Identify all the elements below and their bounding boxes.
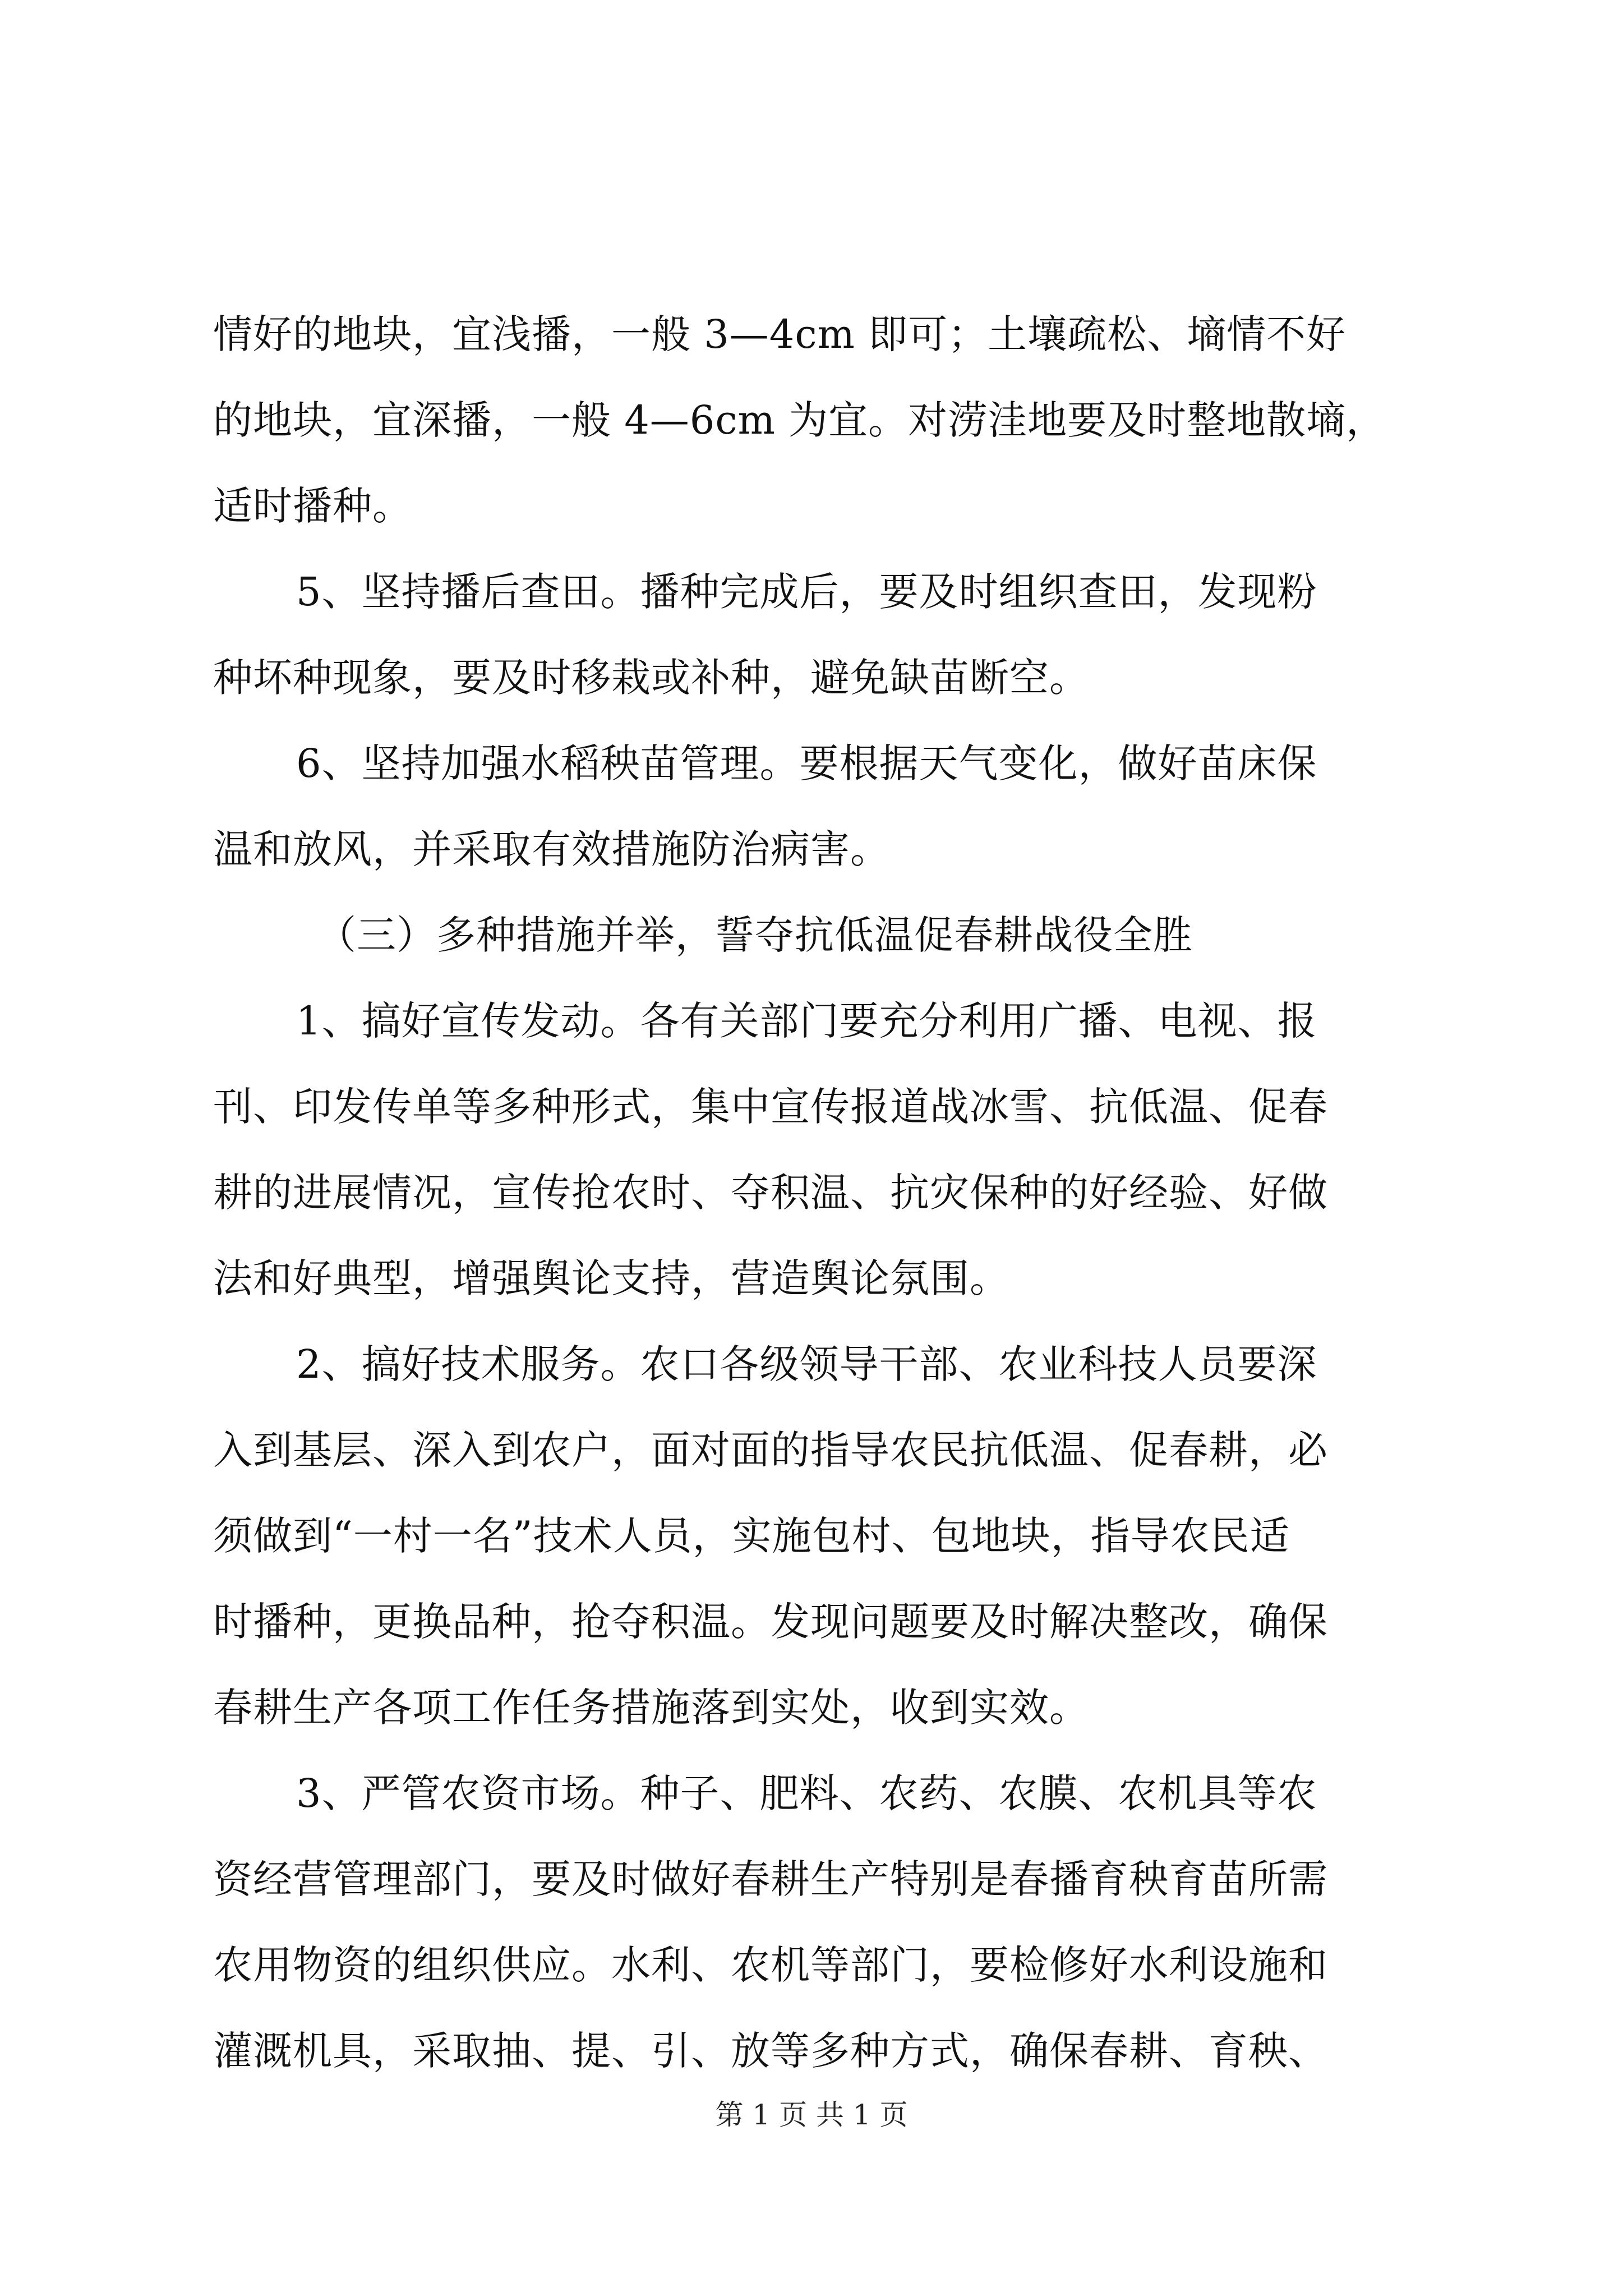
paragraph-start-line: 3、严管农资市场。种子、肥料、农药、农膜、农机具等农 — [296, 1770, 1317, 1816]
paragraph-start-line: 1、搞好宣传发动。各有关部门要充分利用广播、电视、报 — [296, 998, 1317, 1044]
text-line: 时播种，更换品种，抢夺积温。发现问题要及时解决整改，确保 — [213, 1599, 1328, 1645]
text-line: 的地块，宜深播，一般 4—6cm 为宜。对涝洼地要及时整地散墒， — [213, 397, 1386, 443]
text-line: 情好的地块，宜浅播，一般 3—4cm 即可；土壤疏松、墒情不好 — [213, 311, 1347, 357]
paragraph-start-line: 2、搞好技术服务。农口各级领导干部、农业科技人员要深 — [296, 1341, 1317, 1387]
paragraph-start-line: 6、坚持加强水稻秧苗管理。要根据天气变化，做好苗床保 — [296, 740, 1317, 786]
text-line: 适时播种。 — [213, 483, 412, 529]
text-line: 耕的进展情况，宣传抢农时、夺积温、抗灾保种的好经验、好做 — [213, 1170, 1328, 1216]
text-line: 须做到“一村一名”技术人员，实施包村、包地块，指导农民适 — [213, 1513, 1290, 1559]
text-line: 种坏种现象，要及时移栽或补种，避免缺苗断空。 — [213, 655, 1089, 701]
page-number-footer: 第 1 页 共 1 页 — [715, 2099, 908, 2131]
text-line: 灌溉机具，采取抽、提、引、放等多种方式，确保春耕、育秧、 — [213, 2028, 1328, 2074]
document-body — [213, 292, 1413, 2094]
text-line: 法和好典型，增强舆论支持，营造舆论氛围。 — [213, 1255, 1009, 1301]
text-line: 春耕生产各项工作任务措施落到实处，收到实效。 — [213, 1685, 1089, 1731]
text-line: 农用物资的组织供应。水利、农机等部门，要检修好水利设施和 — [213, 1942, 1328, 1988]
text-line: 温和放风，并采取有效措施防治病害。 — [213, 826, 890, 872]
section-heading: （三）多种措施并举，誓夺抗低温促春耕战役全胜 — [317, 912, 1193, 958]
text-line: 刊、印发传单等多种形式，集中宣传报道战冰雪、抗低温、促春 — [213, 1084, 1328, 1130]
text-line: 入到基层、深入到农户，面对面的指导农民抗低温、促春耕，必 — [213, 1427, 1328, 1473]
text-line: 资经营管理部门，要及时做好春耕生产特别是春播育秧育苗所需 — [213, 1856, 1328, 1902]
paragraph-start-line: 5、坚持播后查田。播种完成后，要及时组织查田，发现粉 — [296, 569, 1317, 615]
